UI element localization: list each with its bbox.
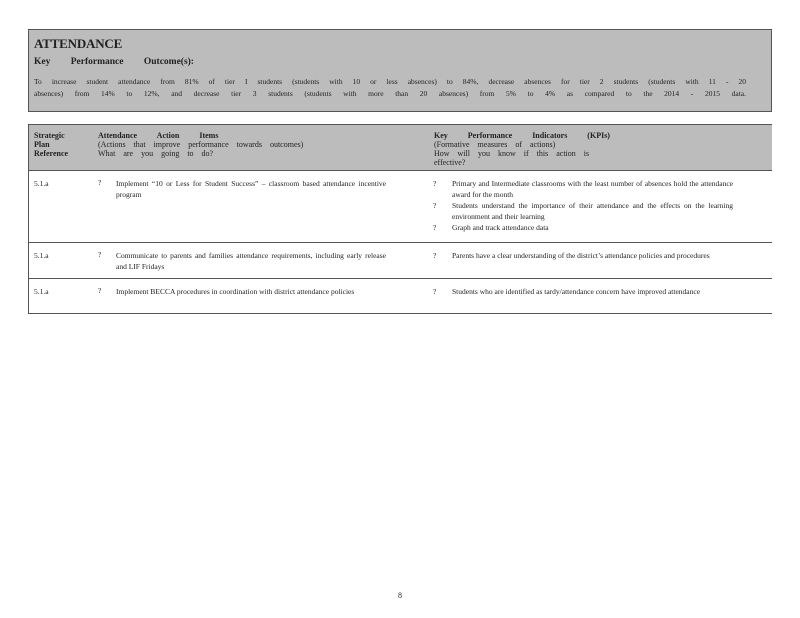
table-row [28,171,772,243]
header-kpis [434,131,614,167]
kpi-text: Graph and track attendance data [452,223,549,232]
kpi-text: Parents have a clear understanding of the district’s attendance policies and procedures [452,251,710,260]
bullet-icon: ? [433,223,437,232]
page-number: 8 [398,591,402,600]
kpo-header-box [28,29,772,112]
header-kpi-sub-1: (Formative measures of actions) [434,140,556,149]
table-header [28,124,772,171]
bullet-icon: ? [98,178,102,187]
bullet-icon: ? [433,251,437,260]
header-action-sub-1: (Actions that improve performance towards outcomes) [98,140,304,149]
header-ref-line-2: Plan [34,140,50,149]
kpi-text: Students who are identified as tardy/attendance concern have improved attendance [452,287,701,296]
row-reference: 5.1.a [34,251,49,260]
bullet-icon: ? [433,179,437,188]
kpo-line-1: To increase student attendance from 81% of tier I students (students with 10 or less absences) to 84%, decrease absences for tier 2 students (students with 11 - 20 [34,77,746,86]
bullet-icon: ? [98,286,102,295]
table-row [28,243,772,279]
header-action-sub-2: What are you going to do? [98,149,214,158]
row-action: Communicate to parents and families attendance requirements, including early release and LIF Fridays [116,251,386,271]
kpi-item [433,200,733,222]
table-row [28,279,772,314]
header-action-items [98,131,326,158]
bullet-icon: ? [433,201,437,210]
kpi-item [433,178,733,200]
kpi-text: Students understand the importance of their attendance and the effects on the learning environment and their learning [452,201,733,221]
header-kpi-sub-2: How will you know if this action is effective? [434,149,590,167]
kpo-line-2: absences) from 14% to 12%, and decrease tier 3 students (students with more than 20 absences) from 5% to 4% as compared to the 2014 - 2015 data. [34,89,746,98]
kpi-item [433,286,733,297]
bullet-icon: ? [433,287,437,296]
row-reference: 5.1.a [34,287,49,296]
kpo-label: Key Performance Outcome(s): [34,57,194,67]
header-ref-line-1: Strategic [34,131,65,140]
kpi-item [433,222,733,233]
header-ref-line-3: Reference [34,149,69,158]
row-kpi-list [433,250,733,261]
bullet-icon: ? [98,250,102,259]
section-title: ATTENDANCE [34,36,123,51]
row-kpi-list [433,286,733,297]
action-plan-table [28,124,772,314]
kpi-text: Primary and Intermediate classrooms with the least number of absences hold the attendance award for the month [452,179,733,199]
row-reference: 5.1.a [34,179,49,188]
row-kpi-list [433,178,733,233]
row-action: Implement BECCA procedures in coordination with district attendance policies [116,287,355,296]
header-kpi-title: Key Performance Indicators (KPIs) [434,131,610,140]
row-action: Implement “10 or Less for Student Success” – classroom based attendance incentive program [116,179,386,199]
kpi-item [433,250,733,261]
header-action-title: Attendance Action Items [98,131,219,140]
kpo-description [34,76,746,100]
header-strategic-plan-reference [34,131,68,158]
